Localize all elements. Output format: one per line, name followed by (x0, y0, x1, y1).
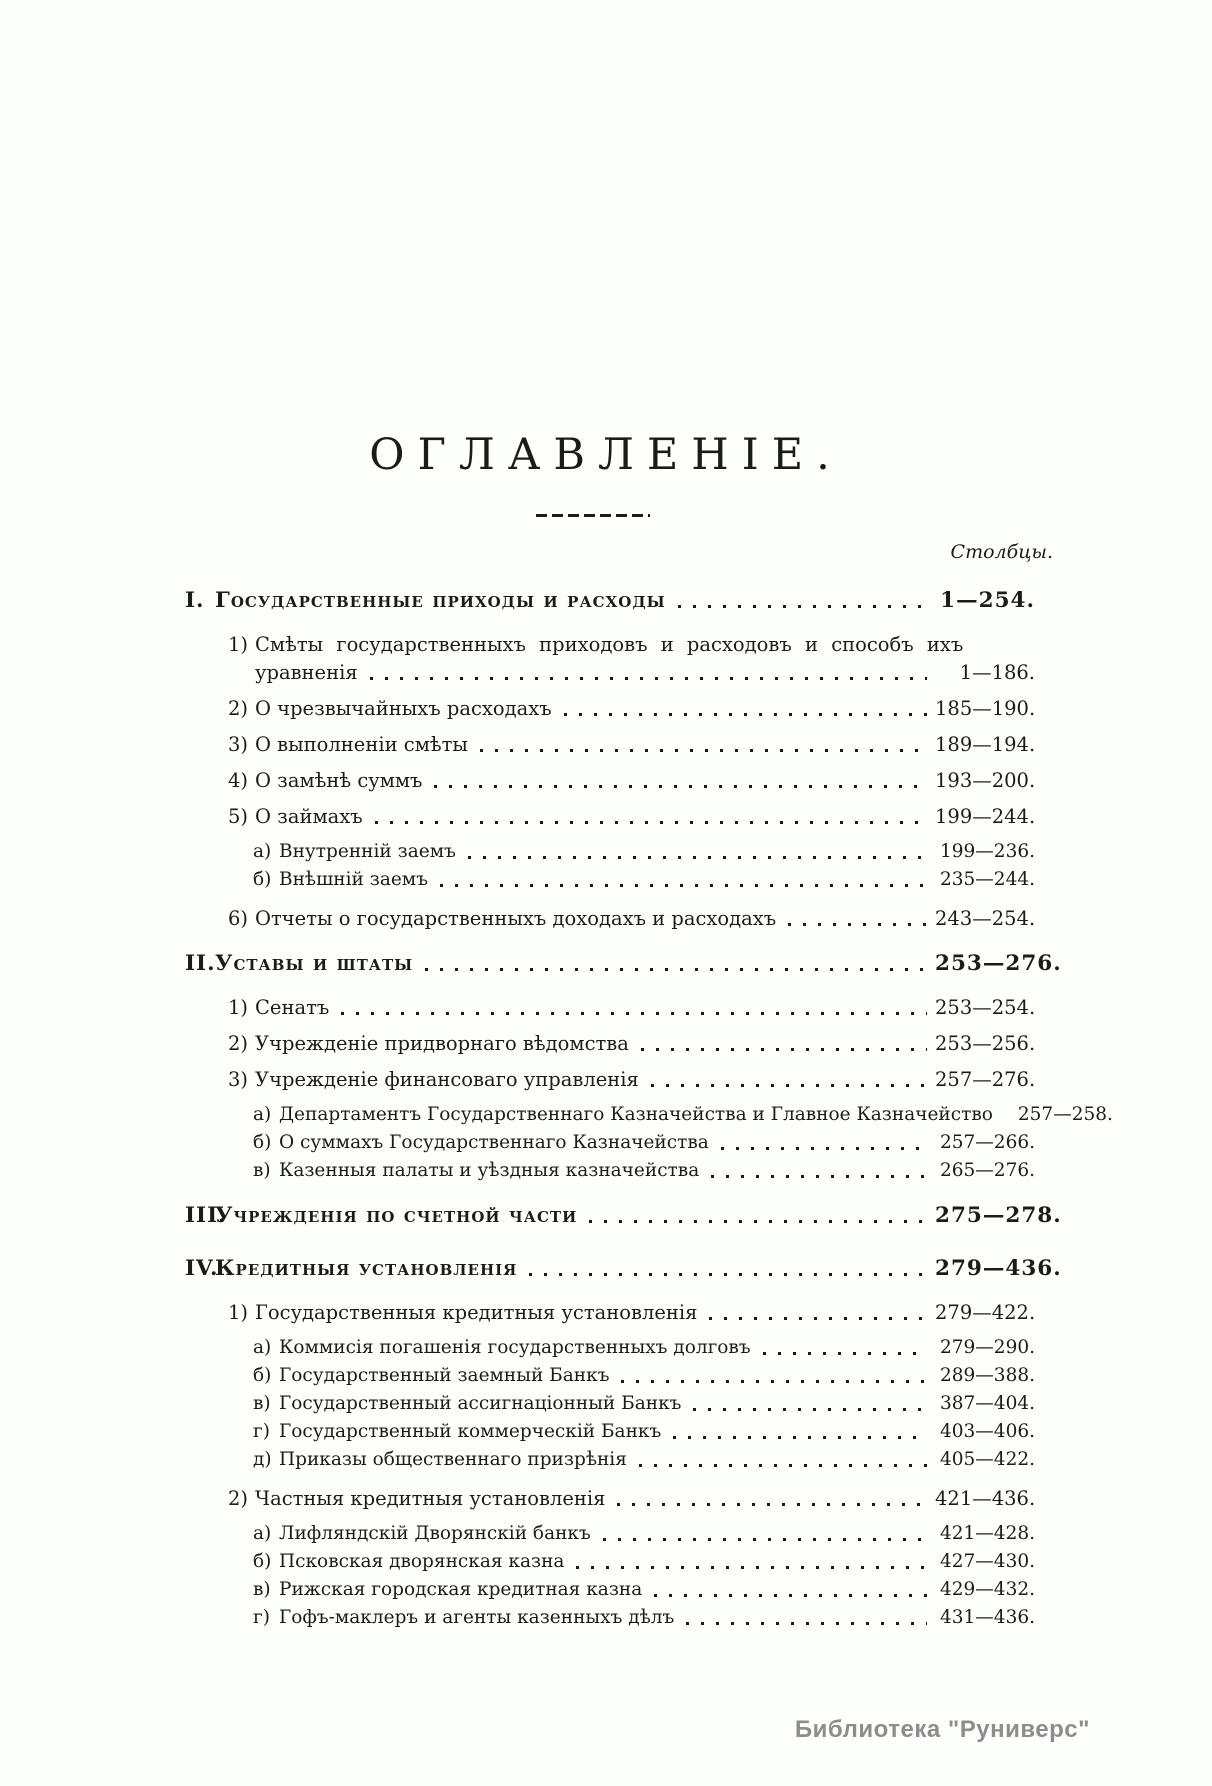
toc-row-label: Частныя кредитныя установленія (255, 1487, 606, 1510)
toc-row-label: Учрежденіе финансоваго управленія (255, 1068, 639, 1091)
toc-row-label: Государственный заемный Банкъ (279, 1365, 610, 1386)
toc-row-num: I. (185, 588, 205, 613)
toc-row-label: Государственные приходы и расходы (215, 588, 666, 613)
dot-leader (788, 923, 927, 926)
toc-row-label: Уставы и штаты (215, 951, 414, 976)
toc-row-pages: 431—436. (939, 1607, 1035, 1628)
toc-row-label: Рижская городская кредитная казна (279, 1579, 643, 1600)
toc-row-num: III. (185, 1203, 227, 1228)
toc-row-pages: 257—266. (939, 1132, 1035, 1153)
toc-row-pages: 185—190. (935, 697, 1036, 720)
toc-row (185, 1576, 1035, 1603)
dot-leader (375, 821, 927, 824)
toc-row (185, 1446, 1035, 1473)
page-title: ОГЛАВЛЕНІЕ. (369, 430, 843, 480)
toc-row-num: II. (185, 951, 216, 976)
toc-row-label: уравненія (255, 661, 358, 684)
library-watermark: Библиотека "Руниверс" (794, 1716, 1090, 1743)
toc-row (185, 866, 1035, 893)
toc-list (185, 587, 1113, 1631)
toc-row-label: Сенатъ (255, 996, 330, 1019)
toc-row-pages: 253—256. (935, 1032, 1036, 1055)
toc-row-label: О суммахъ Государственнаго Казначейства (279, 1132, 709, 1153)
toc-row (185, 1390, 1035, 1417)
dot-leader (641, 1048, 927, 1051)
dot-leader (709, 1317, 927, 1320)
toc-row-label: Государственный ассигнаціонный Банкъ (279, 1393, 682, 1414)
toc-row-pages: 253—276. (935, 951, 1062, 976)
dot-leader (639, 1464, 927, 1467)
toc-row-num: а) (253, 841, 272, 862)
dot-leader (341, 1012, 927, 1015)
dot-leader (529, 1273, 927, 1276)
toc-row-label: О замѣнѣ суммъ (255, 769, 423, 792)
toc-row-num: 4) (228, 769, 249, 792)
toc-row-num: 3) (228, 1068, 249, 1091)
toc-row-num: а) (253, 1104, 272, 1125)
toc-row-label: Казенныя палаты и уѣздныя казначейства (279, 1160, 700, 1181)
toc-row-label: Департаментъ Государственнаго Казначейства и Главное Казначейство (279, 1104, 993, 1125)
toc-row-label: Смѣты государственныхъ приходовъ и расходовъ и способъ ихъ (255, 633, 964, 656)
toc-row (185, 1255, 1062, 1282)
toc-row (185, 1548, 1035, 1575)
toc-row-label: Учрежденіе придворнаго вѣдомства (255, 1032, 629, 1055)
toc-row-pages: 405—422. (939, 1449, 1035, 1470)
dot-leader (370, 677, 927, 680)
dot-leader (711, 1175, 927, 1178)
toc-row-label: Отчеты о государственныхъ доходахъ и расходахъ (255, 907, 777, 930)
toc-row-num: б) (253, 1132, 272, 1153)
toc-row (185, 1202, 1062, 1229)
toc-row (185, 731, 1035, 758)
toc-row-label: Псковская дворянская казна (279, 1551, 565, 1572)
toc-row-num: 2) (228, 697, 249, 720)
toc-row-pages: 387—404. (939, 1393, 1035, 1414)
dot-leader (603, 1538, 927, 1541)
toc-row-num: 1) (228, 1301, 249, 1324)
dot-leader (673, 1436, 927, 1439)
toc-row-num: д) (253, 1449, 272, 1470)
toc-row-pages: 427—430. (939, 1551, 1035, 1572)
toc-row-num: в) (253, 1579, 271, 1600)
toc-row-label: Кредитныя установленія (215, 1256, 518, 1281)
toc-row-pages: 265—276. (939, 1160, 1035, 1181)
dot-leader (654, 1594, 927, 1597)
toc-row-label: О чрезвычайныхъ расходахъ (255, 697, 552, 720)
toc-row-pages: 275—278. (935, 1203, 1062, 1228)
toc-row-num: а) (253, 1337, 272, 1358)
toc-row (185, 631, 1035, 658)
toc-row-num: 5) (228, 805, 249, 828)
dot-leader (434, 785, 927, 788)
toc-row-pages: 421—436. (935, 1487, 1036, 1510)
dot-leader (468, 856, 927, 859)
toc-row (185, 1604, 1035, 1631)
toc-row (185, 803, 1035, 830)
toc-row-num: б) (253, 1551, 272, 1572)
dot-leader (425, 968, 927, 971)
toc-row (185, 994, 1035, 1021)
dot-leader (763, 1352, 927, 1355)
dot-leader (621, 1380, 927, 1383)
toc-row-label: Внѣшній заемъ (279, 869, 428, 890)
toc-row (185, 1157, 1035, 1184)
toc-row (185, 838, 1035, 865)
toc-row-label: Учрежденія по счетной части (215, 1203, 578, 1228)
table-of-contents (185, 541, 1113, 1631)
dot-leader (721, 1147, 927, 1150)
toc-row-label: Государственныя кредитныя установленія (255, 1301, 698, 1324)
dot-leader (564, 713, 927, 716)
toc-row-pages: 429—432. (939, 1579, 1035, 1600)
toc-row-pages: 193—200. (935, 769, 1036, 792)
toc-row-num: б) (253, 869, 272, 890)
toc-row-pages: 1—254. (940, 588, 1035, 613)
toc-row-pages: 243—254. (935, 907, 1036, 930)
dot-leader (440, 884, 927, 887)
toc-row (185, 1362, 1035, 1389)
toc-row-pages: 279—290. (939, 1337, 1035, 1358)
toc-row-pages: 199—236. (939, 841, 1035, 862)
toc-row-label: Гофъ-маклеръ и агенты казенныхъ дѣлъ (279, 1607, 675, 1628)
toc-row (185, 1101, 1113, 1128)
toc-row (185, 1520, 1035, 1547)
dot-leader (617, 1503, 927, 1506)
toc-row-label: Приказы общественнаго призрѣнія (279, 1449, 627, 1470)
toc-row-num: 2) (228, 1487, 249, 1510)
toc-row-label: О выполненіи смѣты (255, 733, 468, 756)
toc-row-num: в) (253, 1160, 271, 1181)
toc-row-pages: 189—194. (935, 733, 1036, 756)
dot-leader (589, 1220, 927, 1223)
toc-row (185, 695, 1035, 722)
toc-row-num: 3) (228, 733, 249, 756)
dot-leader (651, 1084, 927, 1087)
dot-leader (693, 1408, 927, 1411)
toc-row-num: г) (253, 1421, 270, 1442)
columns-header: Столбцы. (950, 541, 1053, 563)
toc-row-pages: 253—254. (935, 996, 1036, 1019)
toc-row-label: Лифляндскій Дворянскій банкъ (279, 1523, 591, 1544)
toc-row (185, 1418, 1035, 1445)
toc-row-num: 1) (228, 633, 249, 656)
toc-row-num: 2) (228, 1032, 249, 1055)
toc-row-num: б) (253, 1365, 272, 1386)
toc-row-pages: 235—244. (939, 869, 1035, 890)
toc-row-num: 6) (228, 907, 249, 930)
toc-row-label: Государственный коммерческій Банкъ (279, 1421, 662, 1442)
toc-row-pages: 279—436. (935, 1256, 1062, 1281)
toc-row-num: а) (253, 1523, 272, 1544)
toc-row-pages: 289—388. (939, 1365, 1035, 1386)
toc-row-pages: 199—244. (935, 805, 1036, 828)
toc-row (185, 767, 1035, 794)
dot-leader (480, 749, 927, 752)
toc-row (185, 1066, 1035, 1093)
toc-row-label: О займахъ (255, 805, 363, 828)
toc-row (185, 1334, 1035, 1361)
toc-row (185, 1299, 1035, 1326)
toc-row-label: Внутренній заемъ (279, 841, 456, 862)
toc-row-pages: 403—406. (939, 1421, 1035, 1442)
toc-row-num: г) (253, 1607, 270, 1628)
toc-row (185, 587, 1035, 614)
dot-leader (576, 1566, 927, 1569)
toc-row-num: 1) (228, 996, 249, 1019)
toc-row-pages: 257—258. (1017, 1104, 1113, 1125)
toc-row-num: IV. (185, 1256, 219, 1281)
toc-row-pages: 279—422. (935, 1301, 1036, 1324)
toc-row-pages: 257—276. (935, 1068, 1036, 1091)
toc-row (185, 1129, 1035, 1156)
dot-leader (678, 605, 927, 608)
toc-row (185, 1030, 1035, 1057)
toc-row-pages: 1—186. (959, 661, 1035, 684)
toc-row-label: Коммисія погашенія государственныхъ долговъ (279, 1337, 751, 1358)
toc-row (185, 950, 1062, 977)
toc-row (185, 659, 1035, 686)
dot-leader (686, 1622, 927, 1625)
toc-row (185, 905, 1035, 932)
toc-row-num: в) (253, 1393, 271, 1414)
toc-row-pages: 421—428. (939, 1523, 1035, 1544)
title-divider (536, 514, 650, 517)
toc-row (185, 1485, 1035, 1512)
